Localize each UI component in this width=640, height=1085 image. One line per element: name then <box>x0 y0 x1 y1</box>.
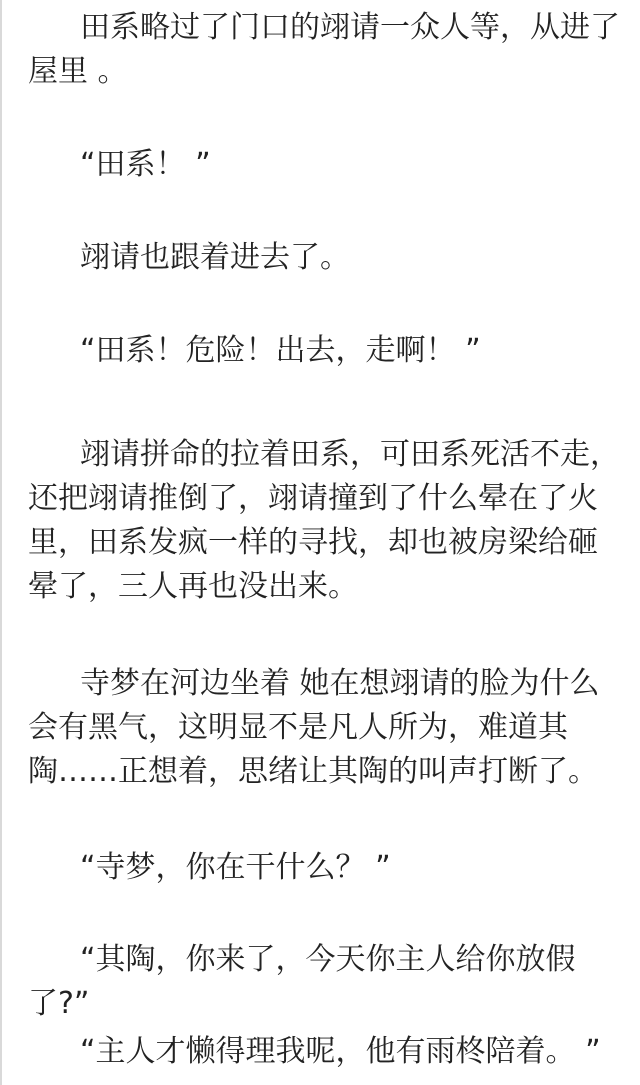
paragraph: “主人才懒得理我呢，他有雨柊陪着。 ” <box>80 1034 601 1069</box>
paragraph: “其陶，你来了，今天你主人给你放假了?” <box>28 942 576 1021</box>
paragraph: 翊请也跟着进去了。 <box>80 240 350 275</box>
paragraph: 田系略过了门口的翊请一众人等，从进了屋里 。 <box>28 10 620 89</box>
paragraph: “寺梦，你在干什么？ ” <box>80 850 391 885</box>
paragraph: “田系！ ” <box>80 147 211 182</box>
paragraph: “田系！危险！出去，走啊！ ” <box>80 333 481 368</box>
paragraph: 翊请拼命的拉着田系，可田系死活不走，还把翊请推倒了，翊请撞到了什么晕在了火里，田系发疯一样的寻找，却也被房梁给砸晕了，三人再也没出来。 <box>28 437 620 604</box>
paragraph: 寺梦在河边坐着 她在想翊请的脸为什么会有黑气，这明显不是凡人所为，难道其陶……正想着，思绪让其陶的叫声打断了。 <box>28 666 600 789</box>
